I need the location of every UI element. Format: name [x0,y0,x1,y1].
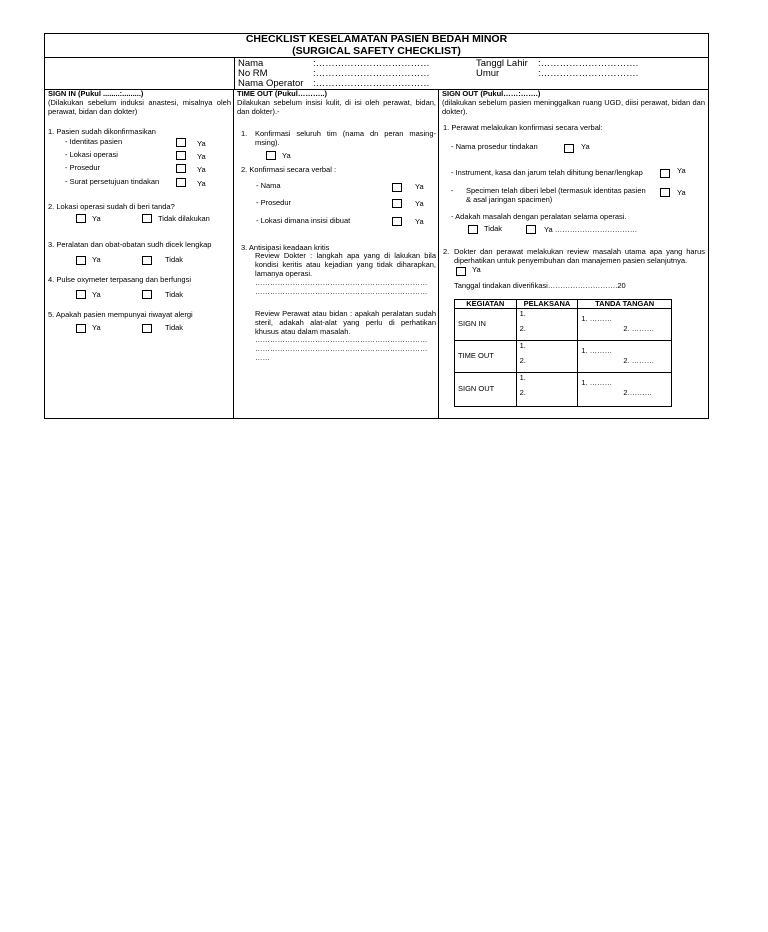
ya-dotted-field[interactable]: Ya …………………………… [544,225,638,234]
item-prosedur: - Nama prosedur tindakan [451,142,538,151]
pelaksana-1: 1. [519,309,526,318]
tidak-dilakukan-label: Tidak dilakukan [158,214,210,223]
ya-label: Ya [92,255,101,264]
q2-ya-checkbox[interactable] [456,267,466,276]
tidak-label: Tidak [484,224,503,233]
ttd-1: 1. ……… [581,346,613,355]
table-header-row [455,300,672,309]
pelaksana-cell[interactable] [516,373,578,407]
q3-tidak-checkbox[interactable] [142,256,152,265]
norm-label: No RM [238,68,268,79]
ya-label: Ya [197,152,206,161]
time-out-q2: 2. Konfirmasi secara verbal : [241,165,337,174]
nama-checkbox[interactable] [392,183,402,192]
signature-table [454,299,672,407]
pelaksana-cell[interactable] [516,309,578,341]
ttd-1: 1. ……… [581,378,613,387]
lokasi-checkbox[interactable] [392,217,402,226]
q2-item-nama: - Nama [256,181,281,190]
q2-item-lokasi: - Lokasi dimana insisi dibuat [256,216,351,225]
q2-item-prosedur: - Prosedur [256,198,292,207]
title-line-1: CHECKLIST KESELAMATAN PASIEN BEDAH MINOR [245,33,508,45]
dotted-line[interactable]: …………………………………………………………… [255,345,428,353]
sign-in-q2: 2. Lokasi operasi sudah di beri tanda? [48,202,175,211]
ya-label: Ya [92,323,101,332]
time-out-intro: Dilakukan sebelum insisi kulit, di isi oleh perawat, bidan, dan dokter).- [237,98,436,116]
title-line-2: (SURGICAL SAFETY CHECKLIST) [292,44,461,57]
q3-ya-checkbox[interactable] [76,256,86,265]
ya-label: Ya [472,265,481,274]
ttd-2: 2. ……… [623,355,655,365]
sign-out-q1: 1. Perawat melakukan konfirmasi secara verbal: [443,123,603,132]
specimen-checkbox[interactable] [660,188,670,197]
q1-item-lokasi: - Lokasi operasi [65,150,118,159]
sign-in-intro: (Dilakukan sebelum induksi anastesi, misalnya oleh perawat, bidan dan dokter) [48,98,231,116]
sign-out-heading: SIGN OUT (Pukul……:…….) [442,89,541,98]
column-header: PELAKSANA [516,300,578,309]
ya-label: Ya [677,188,686,197]
nama-label: Nama [238,58,264,69]
time-out-heading: TIME OUT (Pukul………..) [237,89,327,98]
identitas-checkbox[interactable] [176,138,186,147]
column-header: TANDA TANGAN [578,300,672,309]
sign-in-q1: 1. Pasien sudah dikonfirmasikan [48,127,156,136]
time-out-q1-num: 1. [241,129,248,138]
pelaksana-2: 2. [519,387,526,397]
ya-label: Ya [415,217,424,226]
tidak-label: Tidak [165,290,184,299]
item-specimen: Specimen telah diberi lebel (termasuk identitas pasien & asal jaringan spacimen) [466,186,646,204]
dotted-line[interactable]: …………………………………………………………… [255,336,428,344]
sign-in-q3: 3. Peralatan dan obat-obatan sudh dicek lengkap [48,240,212,249]
ya-label: Ya [197,165,206,174]
column-header: KEGIATAN [455,300,517,309]
sign-out-column [439,90,708,419]
sign-in-heading: SIGN IN (Pukul ........:.........) [48,89,144,98]
time-out-q3: 3. Antisipasi keadaan kritis [241,243,330,252]
ya-label: Ya [197,179,206,188]
umur-field[interactable]: :…………………………. [538,68,639,79]
sign-out-q2: Dokter dan perawat melakukan review masalah utama apa yang harus diperhatikan untuk penyembuhan dan manajemen pasien selanjutnya. [454,247,705,265]
operator-label: Nama Operator [238,78,304,89]
q4-tidak-checkbox[interactable] [142,290,152,299]
lokasi-checkbox[interactable] [176,151,186,160]
tidak-label: Tidak [165,255,184,264]
masalah-tidak-checkbox[interactable] [468,225,478,234]
ya-label: Ya [415,182,424,191]
tanda-tangan-cell[interactable] [578,309,672,341]
pelaksana-2: 2. [519,355,526,365]
ttd-2: 2.……… [623,387,653,397]
table-row [455,373,672,407]
sign-out-intro: (dilakukan sebelum pasien meninggalkan ruang UGD, diisi perawat, bidan dan dokter). [442,98,705,116]
pelaksana-1: 1. [519,341,526,350]
pelaksana-2: 2. [519,323,526,333]
prosedur-checkbox[interactable] [176,164,186,173]
instrument-checkbox[interactable] [660,169,670,178]
kegiatan-cell: SIGN OUT [455,373,517,407]
time-out-q1: Konfirmasi seluruh tim (nama dn peran masing-msing). [255,129,436,147]
q2-tidak-dilakukan-checkbox[interactable] [142,214,152,223]
tidak-label: Tidak [165,323,184,332]
checklist-sheet [44,33,709,419]
sign-out-q2-num: 2. [443,247,450,256]
masalah-ya-checkbox[interactable] [526,225,536,234]
sign-in-q4: 4. Pulse oxymeter terpasang dan berfungsi [48,275,192,284]
operator-field[interactable]: :……………………………… [313,78,430,89]
divider [234,58,235,90]
tanda-tangan-cell[interactable] [578,373,672,407]
q5-ya-checkbox[interactable] [76,324,86,333]
q5-tidak-checkbox[interactable] [142,324,152,333]
dotted-line[interactable]: …………………………………………………………… [255,288,428,296]
q1-item-identitas: - Identitas pasien [65,137,123,146]
review-dokter-text: Review Dokter : langkah apa yang di lakukan bila kondisi keritis atau kejadian yang tidak diharapkan, lamanya operasi. [255,251,436,278]
ya-label: Ya [415,199,424,208]
q4-ya-checkbox[interactable] [76,290,86,299]
sign-in-column [45,90,234,419]
umur-label: Umur [476,68,500,79]
q1-ya-checkbox[interactable] [266,151,276,160]
tgl-lahir-label: Tanggl Lahir [476,58,528,69]
pelaksana-1: 1. [519,373,526,382]
dotted-line[interactable]: …… [255,353,270,362]
dotted-line[interactable]: …………………………………………………………… [255,279,428,287]
kegiatan-cell: TIME OUT [455,341,517,373]
ya-label: Ya [92,214,101,223]
ya-label: Ya [677,166,686,175]
tgl-lahir-field[interactable]: :…………………………. [538,58,639,69]
q1-item-surat: - Surat persetujuan tindakan [65,177,160,186]
prosedur-checkbox[interactable] [392,199,402,208]
q1-item-prosedur: - Prosedur [65,163,101,172]
q2-ya-checkbox[interactable] [76,214,86,223]
table-row [455,309,672,341]
nama-field[interactable]: :……………………………… [313,58,430,69]
time-out-column [234,90,439,419]
prosedur-checkbox[interactable] [564,144,574,153]
surat-checkbox[interactable] [176,178,186,187]
tanggal-verifikasi: Tanggal tindakan diverifikasi……………………….20 [454,281,626,290]
patient-info-row [45,58,708,90]
review-perawat-text: Review Perawat atau bidan : apakah peralatan sudah steril, adakah alat-alat yang perlu di perhatikan khusus atau dalam masalah. [255,309,436,336]
ttd-2: 2. ……… [623,323,655,333]
ya-label: Ya [282,151,291,160]
sign-in-q5: 5. Apakah pasien mempunyai riwayat alergi [48,310,193,319]
item-specimen-dash: - [451,186,454,195]
title-block [45,34,708,58]
ya-label: Ya [197,139,206,148]
item-masalah: - Adakah masalah dengan peralatan selama operasi. [451,212,627,221]
ya-label: Ya [92,290,101,299]
kegiatan-cell: SIGN IN [455,309,517,341]
pelaksana-cell[interactable] [516,341,578,373]
ttd-1: 1. ……… [581,314,613,323]
tanda-tangan-cell[interactable] [578,341,672,373]
table-row [455,341,672,373]
item-instrument: - Instrument, kasa dan jarum telah dihitung benar/lengkap [451,168,643,177]
norm-field[interactable]: :……………………………… [313,68,430,79]
ya-label: Ya [581,142,590,151]
